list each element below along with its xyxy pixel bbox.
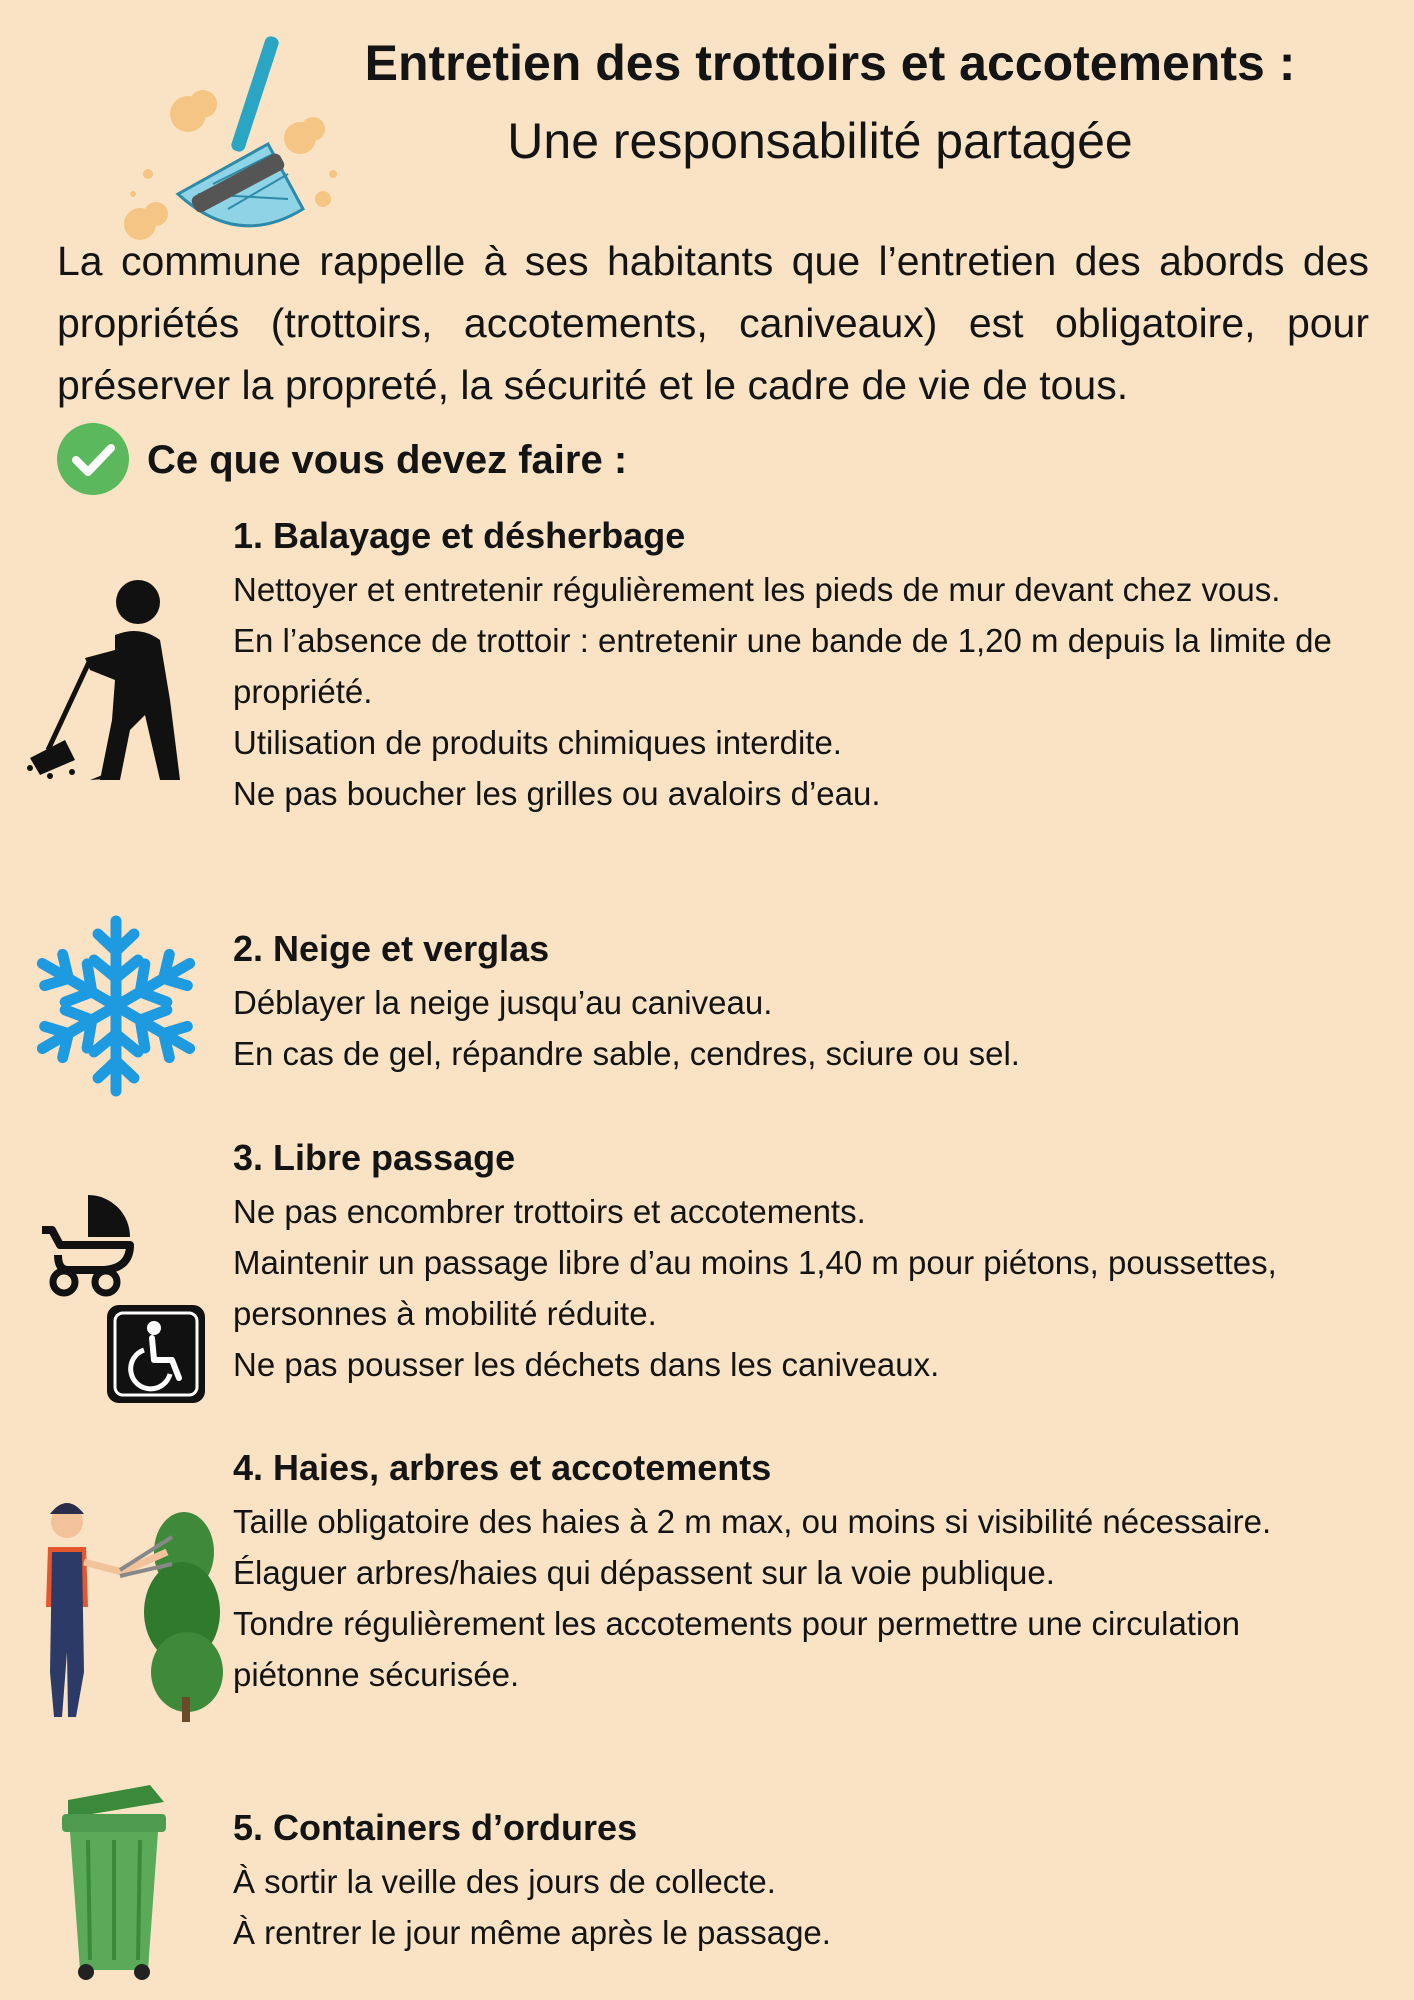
section-line: Ne pas pousser les déchets dans les caniveaux. [233, 1346, 940, 1383]
wheelchair-accessibility-icon [104, 1302, 208, 1406]
section-balayage [233, 508, 1373, 819]
section-title: 5. Containers d’ordures [233, 1807, 638, 1848]
intro-paragraph: La commune rappelle à ses habitants que l’entretien des abords des propriétés (trottoirs, accotements, caniveaux) est obligatoire, pour préserver la propreté, la sécurité et le cadre de vie de tous. [57, 238, 1369, 408]
page-subtitle: Une responsabilité partagée [507, 113, 1133, 169]
trash-bin-icon [58, 1780, 170, 1980]
section-line: En cas de gel, répandre sable, cendres, sciure ou sel. [233, 1035, 1020, 1072]
section-line: Nettoyer et entretenir régulièrement les pieds de mur devant chez vous. [233, 571, 1281, 608]
section-libre-passage [233, 1130, 1373, 1390]
section-line: À sortir la veille des jours de collecte. [233, 1863, 776, 1900]
snowflake-icon [22, 912, 210, 1100]
section-title: 2. Neige et verglas [233, 928, 550, 969]
section-title: 3. Libre passage [233, 1137, 516, 1178]
section-haies [233, 1440, 1373, 1700]
section-line: En l’absence de trottoir : entretenir une bande de 1,20 m depuis la limite de propriété. [233, 622, 1332, 710]
page-title: Entretien des trottoirs et accotements : [364, 35, 1296, 91]
todo-heading: Ce que vous devez faire : [147, 438, 628, 482]
section-line: Taille obligatoire des haies à 2 m max, ou moins si visibilité nécessaire. [233, 1503, 1272, 1540]
section-line: À rentrer le jour même après le passage. [233, 1914, 831, 1951]
section-neige [233, 921, 1373, 1079]
section-line: Déblayer la neige jusqu’au caniveau. [233, 984, 773, 1021]
hedge-icon [144, 1512, 223, 1722]
section-line: Maintenir un passage libre d’au moins 1,40 m pour piétons, poussettes, personnes à mobilité réduite. [233, 1244, 1277, 1332]
section-line: Tondre régulièrement les accotements pour permettre une circulation piétonne sécurisée. [233, 1605, 1241, 1693]
section-line: Ne pas boucher les grilles ou avaloirs d’eau. [233, 775, 881, 812]
section-line: Ne pas encombrer trottoirs et accotements. [233, 1193, 866, 1230]
section-containers [233, 1800, 1373, 1958]
check-circle-icon [56, 422, 130, 496]
section-line: Utilisation de produits chimiques interdite. [233, 724, 842, 761]
stroller-icon [38, 1190, 134, 1298]
sweeping-person-icon [20, 580, 210, 785]
section-title: 1. Balayage et désherbage [233, 515, 686, 556]
section-line: Élaguer arbres/haies qui dépassent sur la voie publique. [233, 1554, 1055, 1591]
gardener-hedge-icon [32, 1492, 228, 1722]
section-title: 4. Haies, arbres et accotements [233, 1447, 772, 1488]
